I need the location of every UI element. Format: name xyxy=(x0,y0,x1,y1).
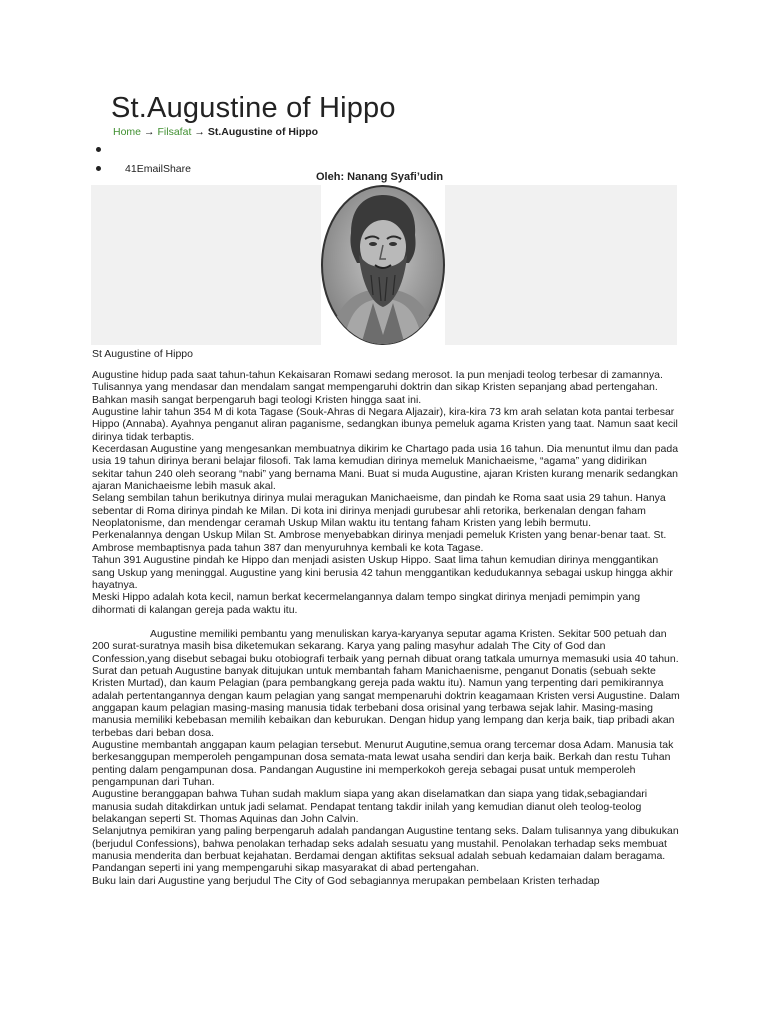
portrait-image xyxy=(321,185,445,345)
bullet-icon xyxy=(96,166,101,171)
breadcrumb-category-link[interactable]: Filsafat xyxy=(157,126,192,138)
image-caption: St Augustine of Hippo xyxy=(92,348,193,360)
article-paragraph: Selanjutnya pemikiran yang paling berpengaruh adalah pandangan Augustine tentang seks. Dalam tulisannya yang dibukukan (berjudul Confessions), bahwa penolakan terhadap seks adalah sesuatu yang mustahil. Penolakan terhadap seks membuat manusia menderita dan berbuat kejahatan. Berdamai dengan aktifitas seksual adalah sebuah kedamaian dalam beragama. Pandangan seperti ini yang mempengaruhi sikap masyarakat di abad pertengahan. xyxy=(92,825,679,875)
article-paragraph: Selang sembilan tahun berikutnya dirinya mulai meragukan Manichaeisme, dan pindah ke Roma saat usia 29 tahun. Hanya sebentar di Roma dirinya pindah ke Milan. Di kota ini dirinya menjadi gurubesar ahli retorika, berkenalan dengan faham Neoplatonisme, dan mendengar ceramah Uskup Milan waktu itu tentang faham Kristen yang lebih bermutu. xyxy=(92,492,666,530)
breadcrumb-current: St.Augustine of Hippo xyxy=(207,126,319,138)
breadcrumb xyxy=(113,126,318,138)
article-paragraph: Augustine lahir tahun 354 M di kota Tagase (Souk-Ahras di Negara Aljazair), kira-kira 73 km arah selatan kota pantai terbesar Hippo (Annaba). Ayahnya penganut aliran paganisme, sedangkan ibunya pemeluk agama Kristen yang taat. Namun saat kecil dirinya tidak terbaptis. xyxy=(92,406,678,443)
email-share-button[interactable]: Email xyxy=(136,163,163,175)
page-title: St.Augustine of Hippo xyxy=(111,92,396,124)
bullet-icon xyxy=(96,147,101,152)
article-paragraph: Meski Hippo adalah kota kecil, namun berkat kecermelangannya dalam tempo singkat dirinya menjadi pemimpin yang dihormati di kalangan gereja pada waktu itu. xyxy=(92,591,641,616)
article-paragraph: Surat dan petuah Augustine banyak ditujukan untuk membantah faham Manichaenisme, penganut Donatis (sebuah sekte Kristen Murtad), dan kaum Pelagian (para pembangkang gereja pada waktu itu). Namun yang terpenting dari pemikirannya adalah pertentangannya dengan kaum pelagian yang sangat mempenaruhi doktrin keagamaan Kristen versi Augustine. Dalam anggapan kaum pelagian masing-masing manusia tidak terbebani dosa orisinal yang terbawa sejak lahir. Masing-masing manusia memiliki kebebasan memilih kebaikan dan keburukan. Dengan hidup yang lempang dan kerja baik, tiap pribadi akan terbebas dari beban dosa. xyxy=(92,664,680,739)
breadcrumb-home-link[interactable]: Home xyxy=(113,126,142,138)
article-paragraph: Perkenalannya dengan Uskup Milan St. Ambrose menyebabkan dirinya menjadi pemeluk Kristen yang benar-benar taat. St. Ambrose membaptisnya pada tahun 387 dan menyuruhnya kembali ke kota Tagase. xyxy=(92,529,667,554)
share-button[interactable]: Share xyxy=(162,163,191,175)
article-paragraph: Augustine beranggapan bahwa Tuhan sudah maklum siapa yang akan diselamatkan dan siapa yang tidak,sebagiandari manusia sudah ditakdirkan untuk jadi selamat. Pendapat tentang takdir inilah yang kemudian dianut oleh teolog-teolog belakangan seperti St. Thomas Aquinas dan John Calvin. xyxy=(92,788,648,826)
article-figure xyxy=(91,185,677,345)
article-paragraph: Tahun 391 Augustine pindah ke Hippo dan menjadi asisten Uskup Hippo. Saat lima tahun kemudian dirinya menggantikan sang Uskup yang meninggal. Augustine yang kini berusia 42 tahun menggantikan kedudukannya sebagai uskup hingga akhir hayatnya. xyxy=(92,554,673,591)
author-line: Oleh: Nanang Syafi’udin xyxy=(316,171,444,183)
share-count: 41 xyxy=(125,163,137,175)
share-bar xyxy=(125,163,191,175)
breadcrumb-separator: → xyxy=(194,126,205,138)
article-paragraph: Buku lain dari Augustine yang berjudul The City of God sebagiannya merupakan pembelaan Kristen terhadap xyxy=(92,874,600,887)
article-paragraph: Augustine membantah anggapan kaum pelagian tersebut. Menurut Augutine,semua orang tercemar dosa Adam. Manusia tak berkesanggupan memperoleh pengampunan dosa semata-mata lewat usaha sendiri dan kerja baik. Berkah dan restu Tuhan penting dalam pengampunan dosa. Pandangan Augustine ini memperkokoh gereja sebagai pusat untuk memperoleh pengampunan dari Tuhan. xyxy=(92,738,674,788)
article-paragraph: Kecerdasan Augustine yang mengesankan membuatnya dikirim ke Chartago pada usia 16 tahun. Dia menuntut ilmu dan pada usia 19 tahun dirinya berani belajar filosofi. Tak lama kemudian dirinya memeluk Manichaeisme, “agama” yang didirikan sekitar tahun 240 oleh seorang “nabi” yang bernama Mani. Buat si muda Augustine, ajaran Kristen kurang menarik sedangkan ajaran Manichaeisme lebih masuk akal. xyxy=(92,443,679,493)
article-paragraph: Augustine hidup pada saat tahun-tahun Kekaisaran Romawi sedang merosot. Ia pun menjadi teolog terbesar di zamannya. Tulisannya yang mendasar dan mendalam sangat mempengaruhi doktrin dan sikap Kristen sepanjang abad pertengahan. Bahkan masih sangat berpengaruh bagi teologi Kristen hingga saat ini. xyxy=(92,369,663,406)
breadcrumb-separator: → xyxy=(144,126,155,138)
article-paragraph: Augustine memiliki pembantu yang menuliskan karya-karyanya seputar agama Kristen. Sekitar 500 petuah dan 200 surat-suratnya masih bisa diketemukan sekarang. Karya yang paling masyhur adalah The City of God dan Confession,yang disebut sebagai buku otobiografi terbaik yang pernah dibuat orang tatkala umurnya memasuki usia 40 tahun. xyxy=(92,627,679,665)
article-body xyxy=(92,369,680,887)
